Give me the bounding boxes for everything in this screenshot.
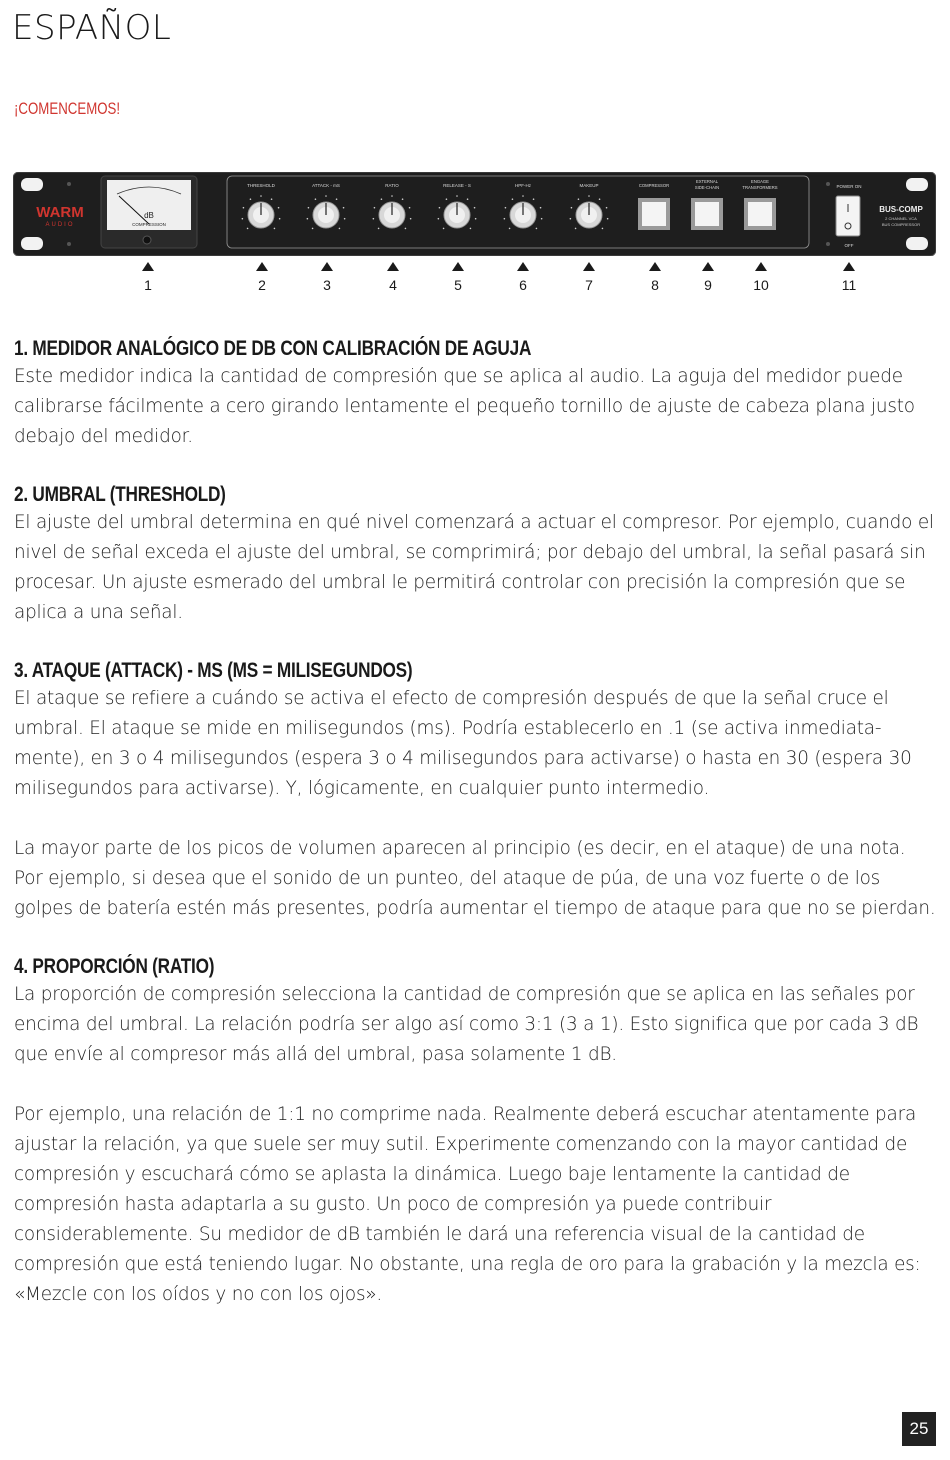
section-2 [14,482,939,628]
knob-label: RELEASE - S [443,183,471,188]
knob-label: THRESHOLD [247,183,275,188]
section-heading: 4. PROPORCIÓN (RATIO) [14,955,215,978]
section-paragraph: El ajuste del umbral determina en qué nivel comenzará a actuar el compresor. Por ejemplo, cuando el nivel de señal exceda el ajuste del umbral, se comprimirá; por debajo del umbral, la señal pasará sin procesar. Un ajuste esmerado del umbral le permitirá controlar con precisión la compresión que se aplica a una señal. [14,512,934,623]
vu-meter [101,176,197,248]
callout-number: 9 [704,277,712,293]
callout-number: 1 [144,277,152,293]
callout-marker [378,262,408,293]
svg-text:2 CHANNEL VCA: 2 CHANNEL VCA [885,216,917,221]
callout-number: 6 [519,277,527,293]
section-subtitle: ¡COMENCEMOS! [14,99,121,118]
callout-marker [746,262,776,293]
knob-label: ATTACK - mS [312,183,340,188]
triangle-up-icon [256,262,268,271]
section-heading: 3. ATAQUE (ATTACK) - MS (MS = MILISEGUNDOS) [14,659,413,682]
callout-marker [693,262,723,293]
callout-number: 5 [454,277,462,293]
triangle-up-icon [583,262,595,271]
section-paragraph: La mayor parte de los picos de volumen aparecen al principio (es decir, en el ataque) de una nota. Por ejemplo, si desea que el sonido de un punteo, del ataque de púa, de una voz fuerte o de los golpes de batería estén más presentes, podría aumentar el tiempo de ataque para que no se pierdan. [14,838,936,919]
triangle-up-icon [387,262,399,271]
svg-text:dB: dB [144,211,154,220]
brand-logo: WARM [36,204,84,221]
knob-label: MAKEUP [579,183,599,188]
section-heading: 1. MEDIDOR ANALÓGICO DE DB CON CALIBRACIÓN DE AGUJA [14,337,532,360]
section-paragraph: Por ejemplo, una relación de 1:1 no comprime nada. Realmente deberá escuchar atentamente para ajustar la relación, ya que suele ser muy sutil. Experimente comenzando con la mayor cantidad de compresión y escuchará cómo se aplasta la dinámica. Luego baje lentamente la cantidad de compresión hasta adaptarla a su gusto. Un poco de compresión ya puede contribuir considerablemente. Su medidor de dB también le dará una referencia visual de la cantidad de compresión que está teniendo lugar. No obstante, una regla de oro para la grabación y la mezcla es: «Mezcle con los oídos y no con los ojos». [14,1104,921,1305]
svg-text:COMPRESSION: COMPRESSION [132,222,166,227]
callout-number: 11 [841,277,857,293]
triangle-up-icon [142,262,154,271]
callout-marker [247,262,277,293]
callout-number: 3 [323,277,331,293]
callout-number: 2 [258,277,266,293]
section-heading: 2. UMBRAL (THRESHOLD) [14,483,226,506]
triangle-up-icon [843,262,855,271]
callout-marker [574,262,604,293]
callout-number: 8 [651,277,659,293]
triangle-up-icon [649,262,661,271]
knob-label: HPF-Hz [515,183,531,188]
triangle-up-icon [517,262,529,271]
callout-marker [443,262,473,293]
triangle-up-icon [321,262,333,271]
rack-hole [21,178,43,191]
switch-label: EXTERNAL [695,179,719,184]
triangle-up-icon [452,262,464,271]
callout-marker [133,262,163,293]
device-panel-illustration [13,172,936,256]
section-paragraph: La proporción de compresión selecciona la cantidad de compresión que se aplica en las señales por encima del umbral. La relación podría ser algo así como 3:1 (3 a 1). Esto significa que por cada 3 dB que envíe al compresor más allá del umbral, pasa solamente 1 dB. [14,984,919,1065]
svg-text:AUDIO: AUDIO [45,222,75,228]
switch-2[interactable] [691,179,723,230]
triangle-up-icon [755,262,767,271]
triangle-up-icon [702,262,714,271]
switch-label: SIDE-CHAIN [694,185,720,190]
rack-hole [906,178,928,191]
svg-text:OFF: OFF [844,243,854,248]
device-front-panel [13,172,936,256]
callout-marker [834,262,864,293]
section-3 [14,658,939,924]
knob-label: RATIO [385,183,399,188]
rack-hole [906,237,928,250]
page-title: ESPAÑOL [12,8,172,48]
callout-markers [0,262,950,302]
section-1 [14,336,939,452]
callout-marker [508,262,538,293]
rack-hole [21,237,43,250]
section-paragraph: El ataque se refiere a cuándo se activa el efecto de compresión después de que la señal cruce el umbral. El ataque se mide en milisegundos (ms). Podría establecerlo en .1 (se activa inmediata-mente), en 3 o 4 milisegundos (espera 3 o 4 milisegundos para activarse) o hasta en 30 (espera 30 milisegundos para activarse). Y, lógicamente, en cualquier punto intermedio. [14,688,912,799]
svg-text:POWER ON: POWER ON [836,184,862,189]
switch-3[interactable] [742,179,777,230]
callout-marker [312,262,342,293]
section-4 [14,954,939,1310]
svg-text:BUS COMPRESSOR: BUS COMPRESSOR [881,222,921,227]
manual-content [14,336,939,1340]
switch-label: ENGAGE [751,179,769,184]
model-name: BUS-COMP [879,205,923,214]
switch-label: COMPRESSOR [638,183,670,188]
section-paragraph: Este medidor indica la cantidad de compresión que se aplica al audio. La aguja del medidor puede calibrarse fácilmente a cero girando lentamente el pequeño tornillo de ajuste de cabeza plana justo debajo del medidor. [14,366,915,447]
page-number: 25 [902,1412,936,1446]
switch-label: TRANSFORMERS [742,185,778,190]
callout-number: 10 [753,277,769,293]
callout-number: 4 [389,277,397,293]
callout-marker [640,262,670,293]
callout-number: 7 [585,277,593,293]
meter-calibration-screw[interactable] [143,236,151,244]
